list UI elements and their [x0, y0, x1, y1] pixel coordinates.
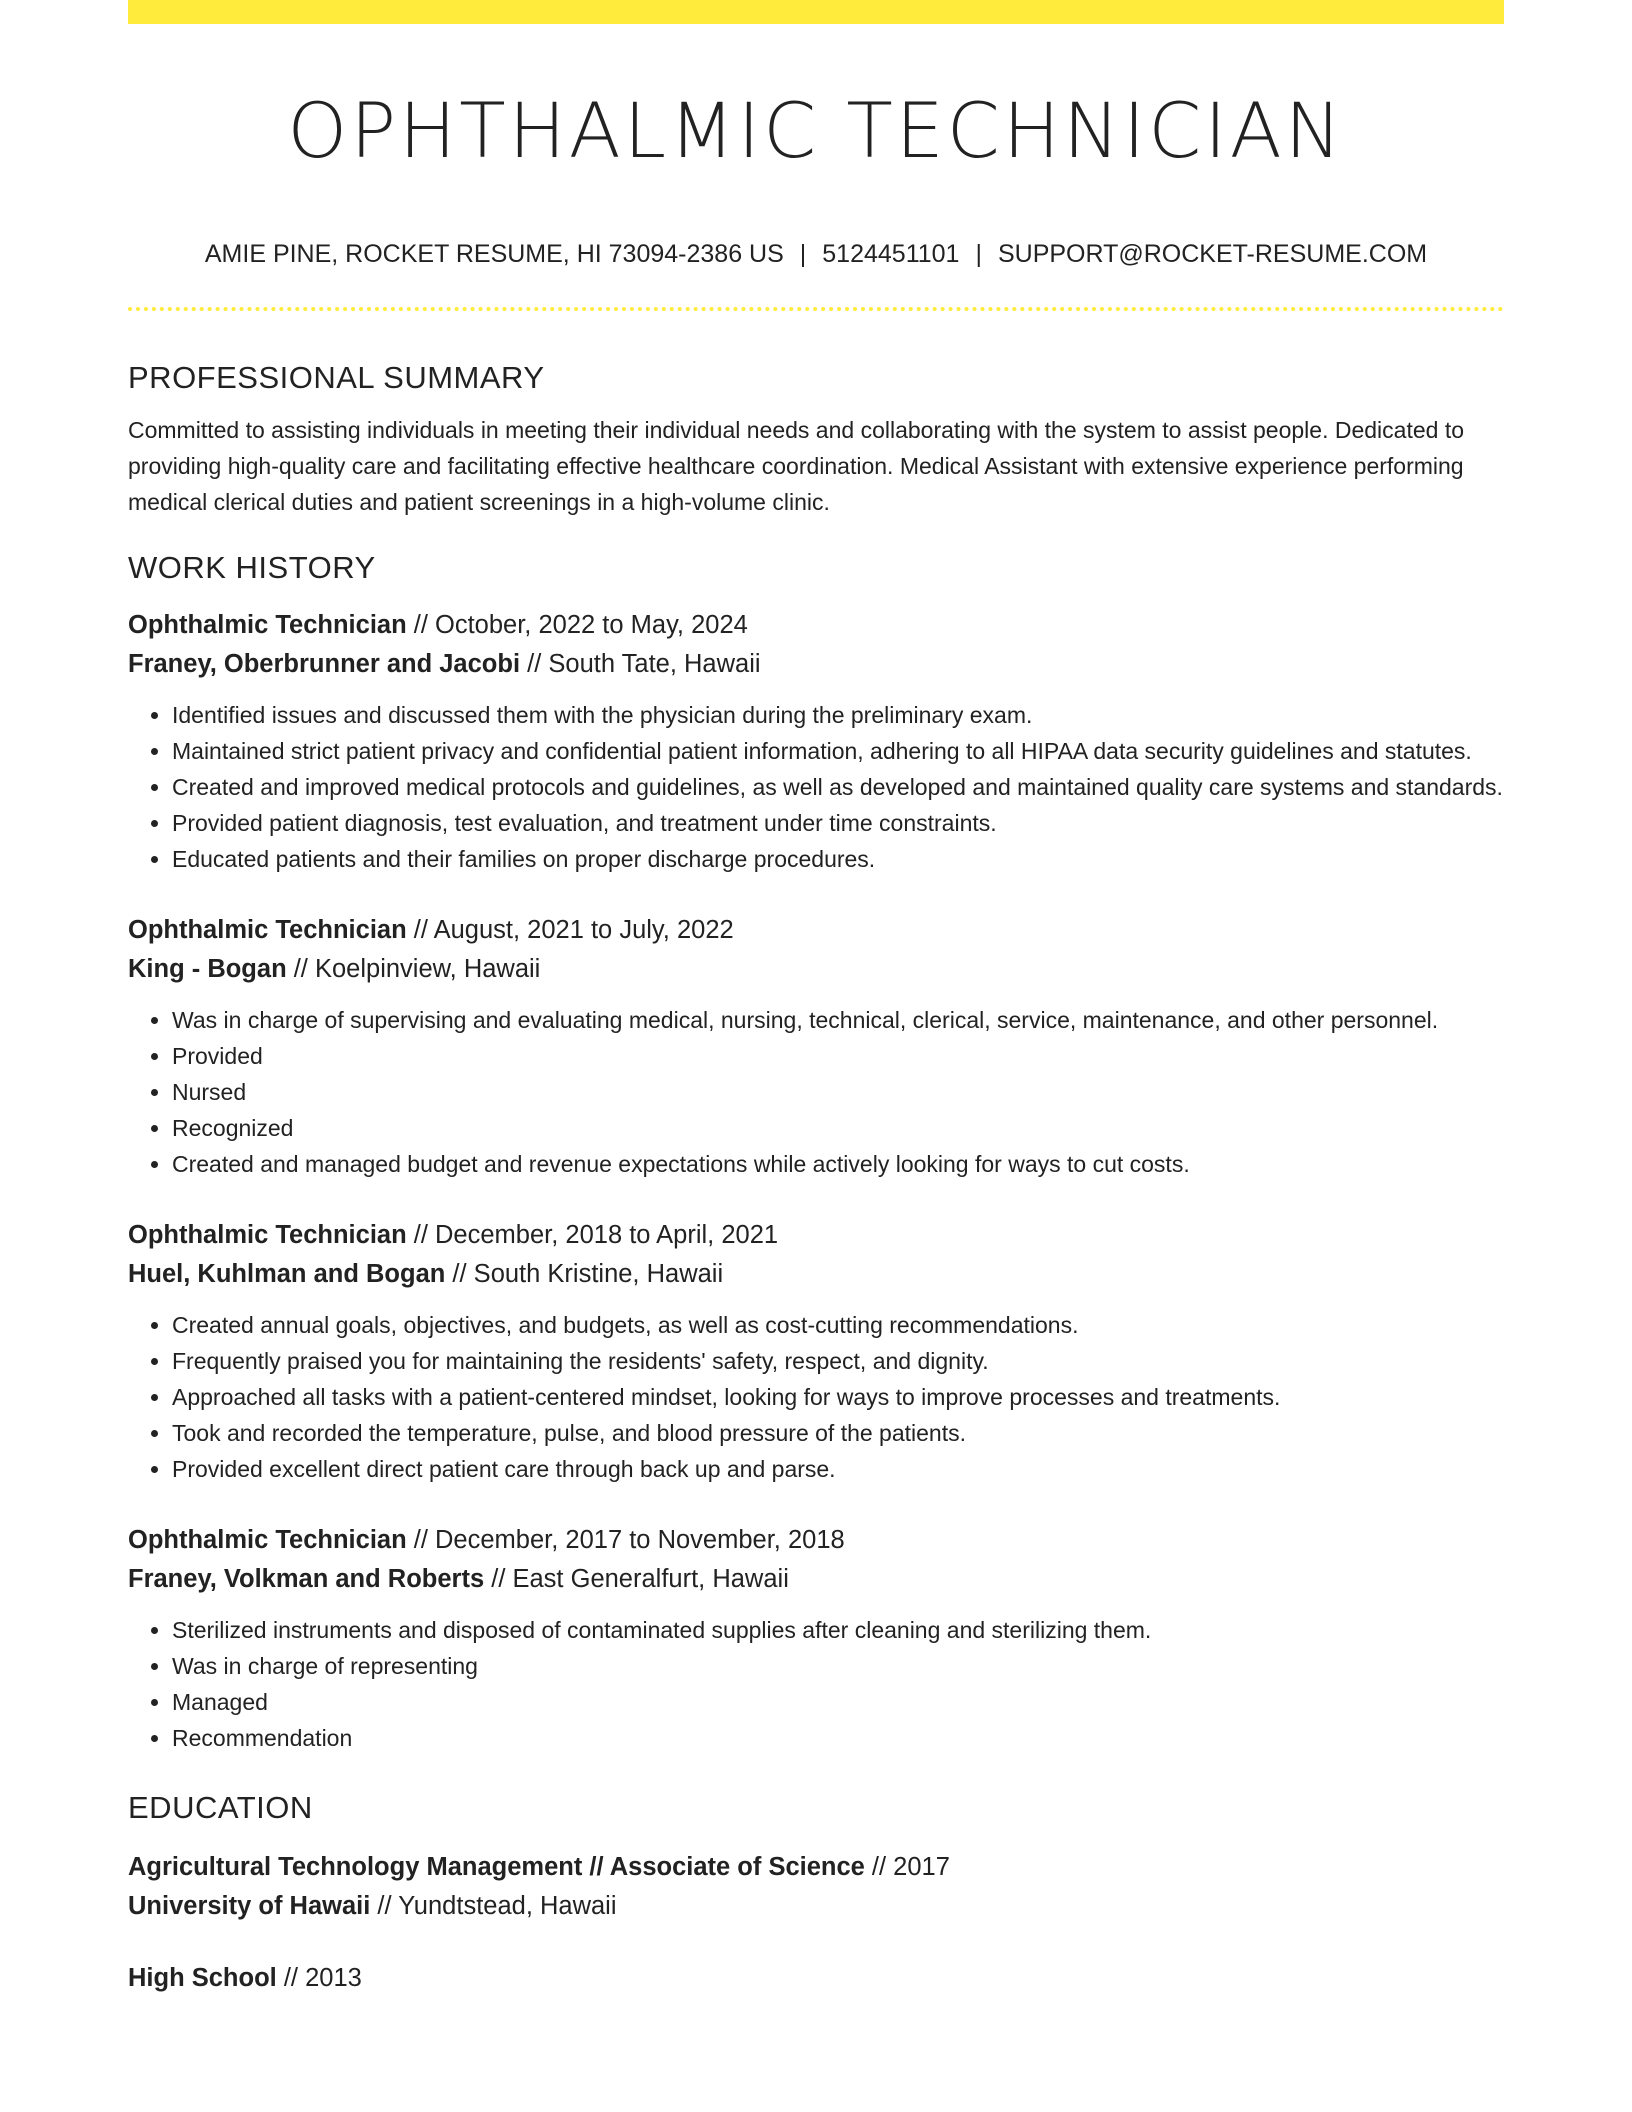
job-duty: • Recommendation [172, 1720, 1504, 1756]
education-year: // 2013 [276, 1964, 362, 1992]
job-duty: • Created annual goals, objectives, and budgets, as well as cost-cutting recommendations. [172, 1307, 1504, 1343]
job-role: Ophthalmic Technician [128, 1221, 407, 1249]
job-dates: // August, 2021 to July, 2022 [406, 916, 734, 944]
job-role: Ophthalmic Technician [128, 1526, 407, 1554]
resume-title: OPHTHALMIC TECHNICIAN [287, 86, 1345, 175]
job-duty: • Managed [172, 1684, 1504, 1720]
job-company: Franey, Volkman and Roberts [128, 1564, 485, 1593]
job-duty: • Identified issues and discussed them with the physician during the preliminary exam. [172, 697, 1504, 733]
education-school: University of Hawaii [128, 1891, 371, 1920]
education-degree-line [128, 1959, 1504, 1998]
job-title-line [128, 1216, 1504, 1255]
contact-address: AMIE PINE, ROCKET RESUME, HI 73094-2386 US [204, 240, 784, 268]
contact-separator: | [799, 240, 807, 268]
job-duty: • Was in charge of representing [172, 1648, 1504, 1684]
education-degree: High School [128, 1964, 277, 1992]
job-location: // Koelpinview, Hawaii [286, 954, 541, 983]
job-entry [128, 1521, 1504, 1756]
education-heading: EDUCATION [128, 1790, 313, 1825]
education-location: // Yundtstead, Hawaii [370, 1891, 617, 1920]
education-entry [128, 1959, 1504, 1998]
job-company: King - Bogan [128, 954, 287, 983]
job-role: Ophthalmic Technician [128, 611, 407, 639]
job-entry [128, 1216, 1504, 1487]
job-company: Huel, Kuhlman and Bogan [128, 1259, 446, 1288]
contact-separator: | [975, 240, 982, 268]
job-duty: • Frequently praised you for maintaining the residents' safety, respect, and dignity. [172, 1343, 1504, 1379]
job-duties [128, 1307, 1504, 1487]
job-duties [128, 1002, 1504, 1182]
education-degree: Agricultural Technology Management // Associate of Science [128, 1853, 865, 1881]
education-entry [128, 1848, 1504, 1925]
job-dates: // December, 2018 to April, 2021 [406, 1221, 779, 1249]
job-duty: • Provided patient diagnosis, test evaluation, and treatment under time constraints. [172, 805, 1504, 841]
job-duty: • Recognized [172, 1110, 1504, 1146]
job-title-line [128, 911, 1504, 950]
work-history-heading: WORK HISTORY [128, 550, 376, 585]
job-title-line [128, 606, 1504, 645]
summary-heading: PROFESSIONAL SUMMARY [128, 360, 545, 395]
job-company-line [128, 1255, 1504, 1294]
contact-line [128, 234, 1504, 274]
job-company: Franey, Oberbrunner and Jacobi [128, 649, 521, 678]
job-entry [128, 911, 1504, 1182]
job-duties [128, 697, 1504, 877]
job-dates: // October, 2022 to May, 2024 [406, 611, 748, 639]
job-duty: • Was in charge of supervising and evaluating medical, nursing, technical, clerical, service, maintenance, and other personnel. [172, 1002, 1504, 1038]
contact-email: SUPPORT@ROCKET-RESUME.COM [997, 240, 1428, 268]
accent-bar [128, 0, 1504, 24]
job-role: Ophthalmic Technician [128, 916, 407, 944]
job-dates: // December, 2017 to November, 2018 [406, 1526, 845, 1554]
contact-phone: 5124451101 [822, 240, 960, 268]
job-duty: • Approached all tasks with a patient-centered mindset, looking for ways to improve processes and treatments. [172, 1379, 1504, 1415]
job-duties [128, 1612, 1504, 1756]
job-company-line [128, 1560, 1504, 1599]
education-school-line [128, 1887, 1504, 1926]
job-duty: • Nursed [172, 1074, 1504, 1110]
job-entry [128, 606, 1504, 877]
job-duty: • Maintained strict patient privacy and confidential patient information, adhering to all HIPAA data security guidelines and statutes. [172, 733, 1504, 769]
summary-text: Committed to assisting individuals in meeting their individual needs and collaborating with the system to assist people. Dedicated to providing high-quality care and facilitating effective healthcare coordination. Medical Assistant with extensive experience performing medical clerical duties and patient screenings in a high-volume clinic. [128, 417, 1464, 515]
header-divider [128, 307, 1504, 311]
job-location: // East Generalfurt, Hawaii [484, 1564, 789, 1593]
job-duty: • Created and improved medical protocols and guidelines, as well as developed and maintained quality care systems and standards. [172, 769, 1504, 805]
job-duty: • Sterilized instruments and disposed of contaminated supplies after cleaning and sterilizing them. [172, 1612, 1504, 1648]
education-year: // 2017 [864, 1853, 950, 1881]
job-duty: • Took and recorded the temperature, pulse, and blood pressure of the patients. [172, 1415, 1504, 1451]
job-company-line [128, 950, 1504, 989]
resume-body [128, 348, 1504, 1998]
job-duty: • Educated patients and their families on proper discharge procedures. [172, 841, 1504, 877]
job-location: // South Kristine, Hawaii [445, 1259, 724, 1288]
job-title-line [128, 1521, 1504, 1560]
job-duty: • Provided [172, 1038, 1504, 1074]
job-duty: • Provided excellent direct patient care through back up and parse. [172, 1451, 1504, 1487]
job-duty: • Created and managed budget and revenue expectations while actively looking for ways to cut costs. [172, 1146, 1504, 1182]
job-company-line [128, 645, 1504, 684]
job-location: // South Tate, Hawaii [520, 649, 761, 678]
education-degree-line [128, 1848, 1504, 1887]
